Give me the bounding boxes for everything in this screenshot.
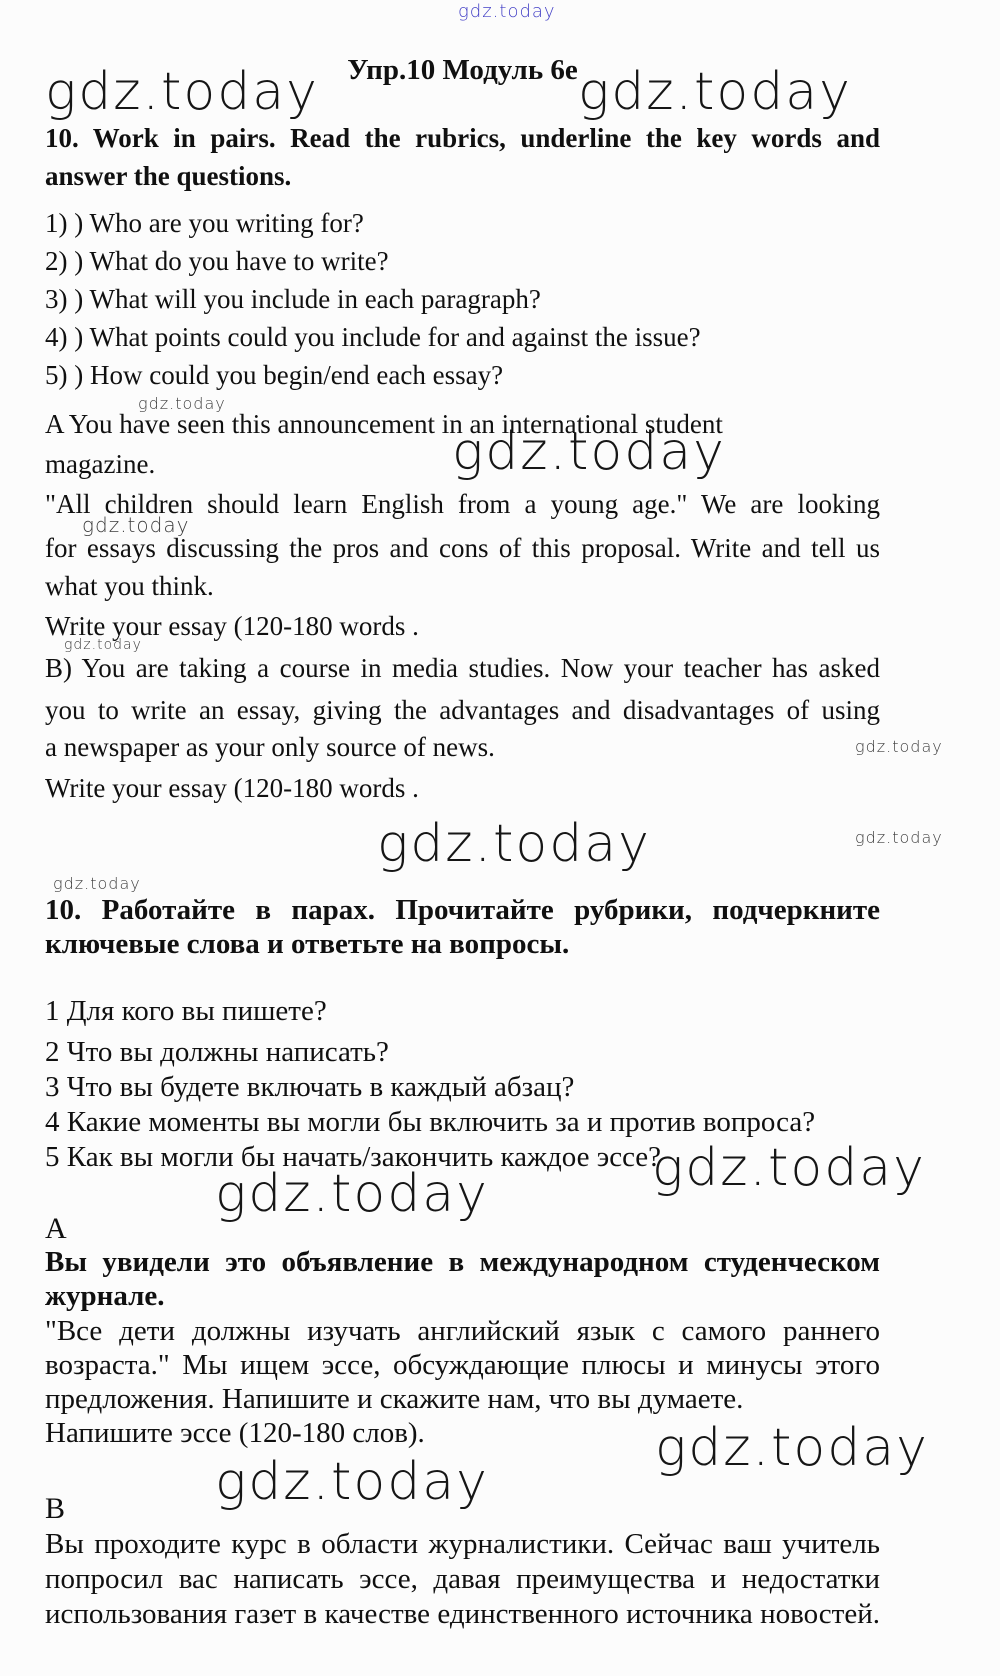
ru-write-essay: Напишите эссе (120-180 слов). (45, 1417, 425, 1449)
en-rubric-b-line2: you to write an essay, giving the advantages and disadvantages of using (45, 695, 880, 725)
watermark-gdz-big-right-b: gdz.today (655, 1418, 929, 1478)
page-title: Упр.10 Модуль 6e (347, 54, 578, 86)
ru-question-2: 2 Что вы должны написать? (45, 1036, 389, 1068)
ru-rubric-b-line3: использования газет в качестве единственного источника новостей. (45, 1598, 880, 1630)
watermark-gdz-small-2: gdz.today (82, 513, 190, 537)
ru-heading-line1: 10. Работайте в парах. Прочитайте рубрики, подчеркните (45, 894, 880, 926)
watermark-gdz-big-left-b: gdz.today (215, 1452, 489, 1512)
ru-question-5: 5 Как вы могли бы начать/закончить каждое эссе? (45, 1141, 662, 1173)
ru-rubric-a-bold-line1: Вы увидели это объявление в международном студенческом (45, 1246, 880, 1278)
ru-rubric-a-bold-line2: журнале. (45, 1280, 165, 1312)
en-write-essay-1: Write your essay (120-180 words . (45, 611, 419, 641)
ru-question-3: 3 Что вы будете включать в каждый абзац? (45, 1071, 575, 1103)
en-rubric-a-line2: magazine. (45, 449, 156, 479)
ru-question-1: 1 Для кого вы пишете? (45, 995, 327, 1027)
watermark-gdz-big-top-left: gdz.today (45, 62, 319, 122)
watermark-gdz-small-3: gdz.today (64, 637, 142, 653)
en-announcement-line3: what you think. (45, 571, 214, 601)
en-write-essay-2: Write your essay (120-180 words . (45, 773, 419, 803)
en-question-2: 2) ) What do you have to write? (45, 246, 389, 276)
watermark-gdz-top-blue: gdz.today (458, 1, 556, 22)
en-rubric-a-line1: A You have seen this announcement in an international student (45, 409, 723, 439)
watermark-gdz-big-left-a: gdz.today (215, 1164, 489, 1224)
watermark-gdz-big-center-a: gdz.today (452, 422, 726, 482)
en-question-3: 3) ) What will you include in each paragraph? (45, 284, 541, 314)
ru-rubric-b-line1: Вы проходите курс в области журналистики. Сейчас ваш учитель (45, 1528, 880, 1560)
ru-label-b: B (45, 1492, 66, 1525)
ru-question-4: 4 Какие моменты вы могли бы включить за и против вопроса? (45, 1106, 816, 1138)
en-rubric-b-line3: a newspaper as your only source of news. (45, 732, 495, 762)
en-announcement-line1: "All children should learn English from a young age." We are looking (45, 489, 880, 519)
watermark-gdz-big-center-b: gdz.today (377, 814, 651, 874)
en-question-5: 5) ) How could you begin/end each essay? (45, 360, 504, 390)
ru-announcement-line3: предложения. Напишите и скажите нам, что вы думаете. (45, 1383, 744, 1415)
watermark-gdz-small-4: gdz.today (53, 874, 141, 893)
ru-announcement-line1: "Все дети должны изучать английский язык с самого раннего (45, 1315, 880, 1347)
en-rubric-b-line1: B) You are taking a course in media studies. Now your teacher has asked (45, 653, 880, 683)
watermark-gdz-big-right-q5: gdz.today (652, 1138, 926, 1198)
en-question-1: 1) ) Who are you writing for? (45, 208, 364, 238)
watermark-gdz-big-top-right: gdz.today (578, 62, 852, 122)
ru-label-a: A (45, 1212, 67, 1245)
watermark-gdz-small-right-2: gdz.today (855, 828, 943, 847)
ru-rubric-b-line2: попросил вас написать эссе, давая преимущества и недостатки (45, 1563, 880, 1595)
ru-announcement-line2: возраста." Мы ищем эссе, обсуждающие плюсы и минусы этого (45, 1349, 880, 1381)
en-heading-line1: 10. Work in pairs. Read the rubrics, underline the key words and (45, 123, 880, 153)
watermark-gdz-small-right-1: gdz.today (855, 737, 943, 756)
ru-heading-line2: ключевые слова и ответьте на вопросы. (45, 928, 570, 960)
en-question-4: 4) ) What points could you include for and against the issue? (45, 322, 701, 352)
watermark-gdz-small-1: gdz.today (138, 394, 226, 413)
en-announcement-line2: for essays discussing the pros and cons of this proposal. Write and tell us (45, 533, 880, 563)
en-heading-line2: answer the questions. (45, 161, 292, 191)
